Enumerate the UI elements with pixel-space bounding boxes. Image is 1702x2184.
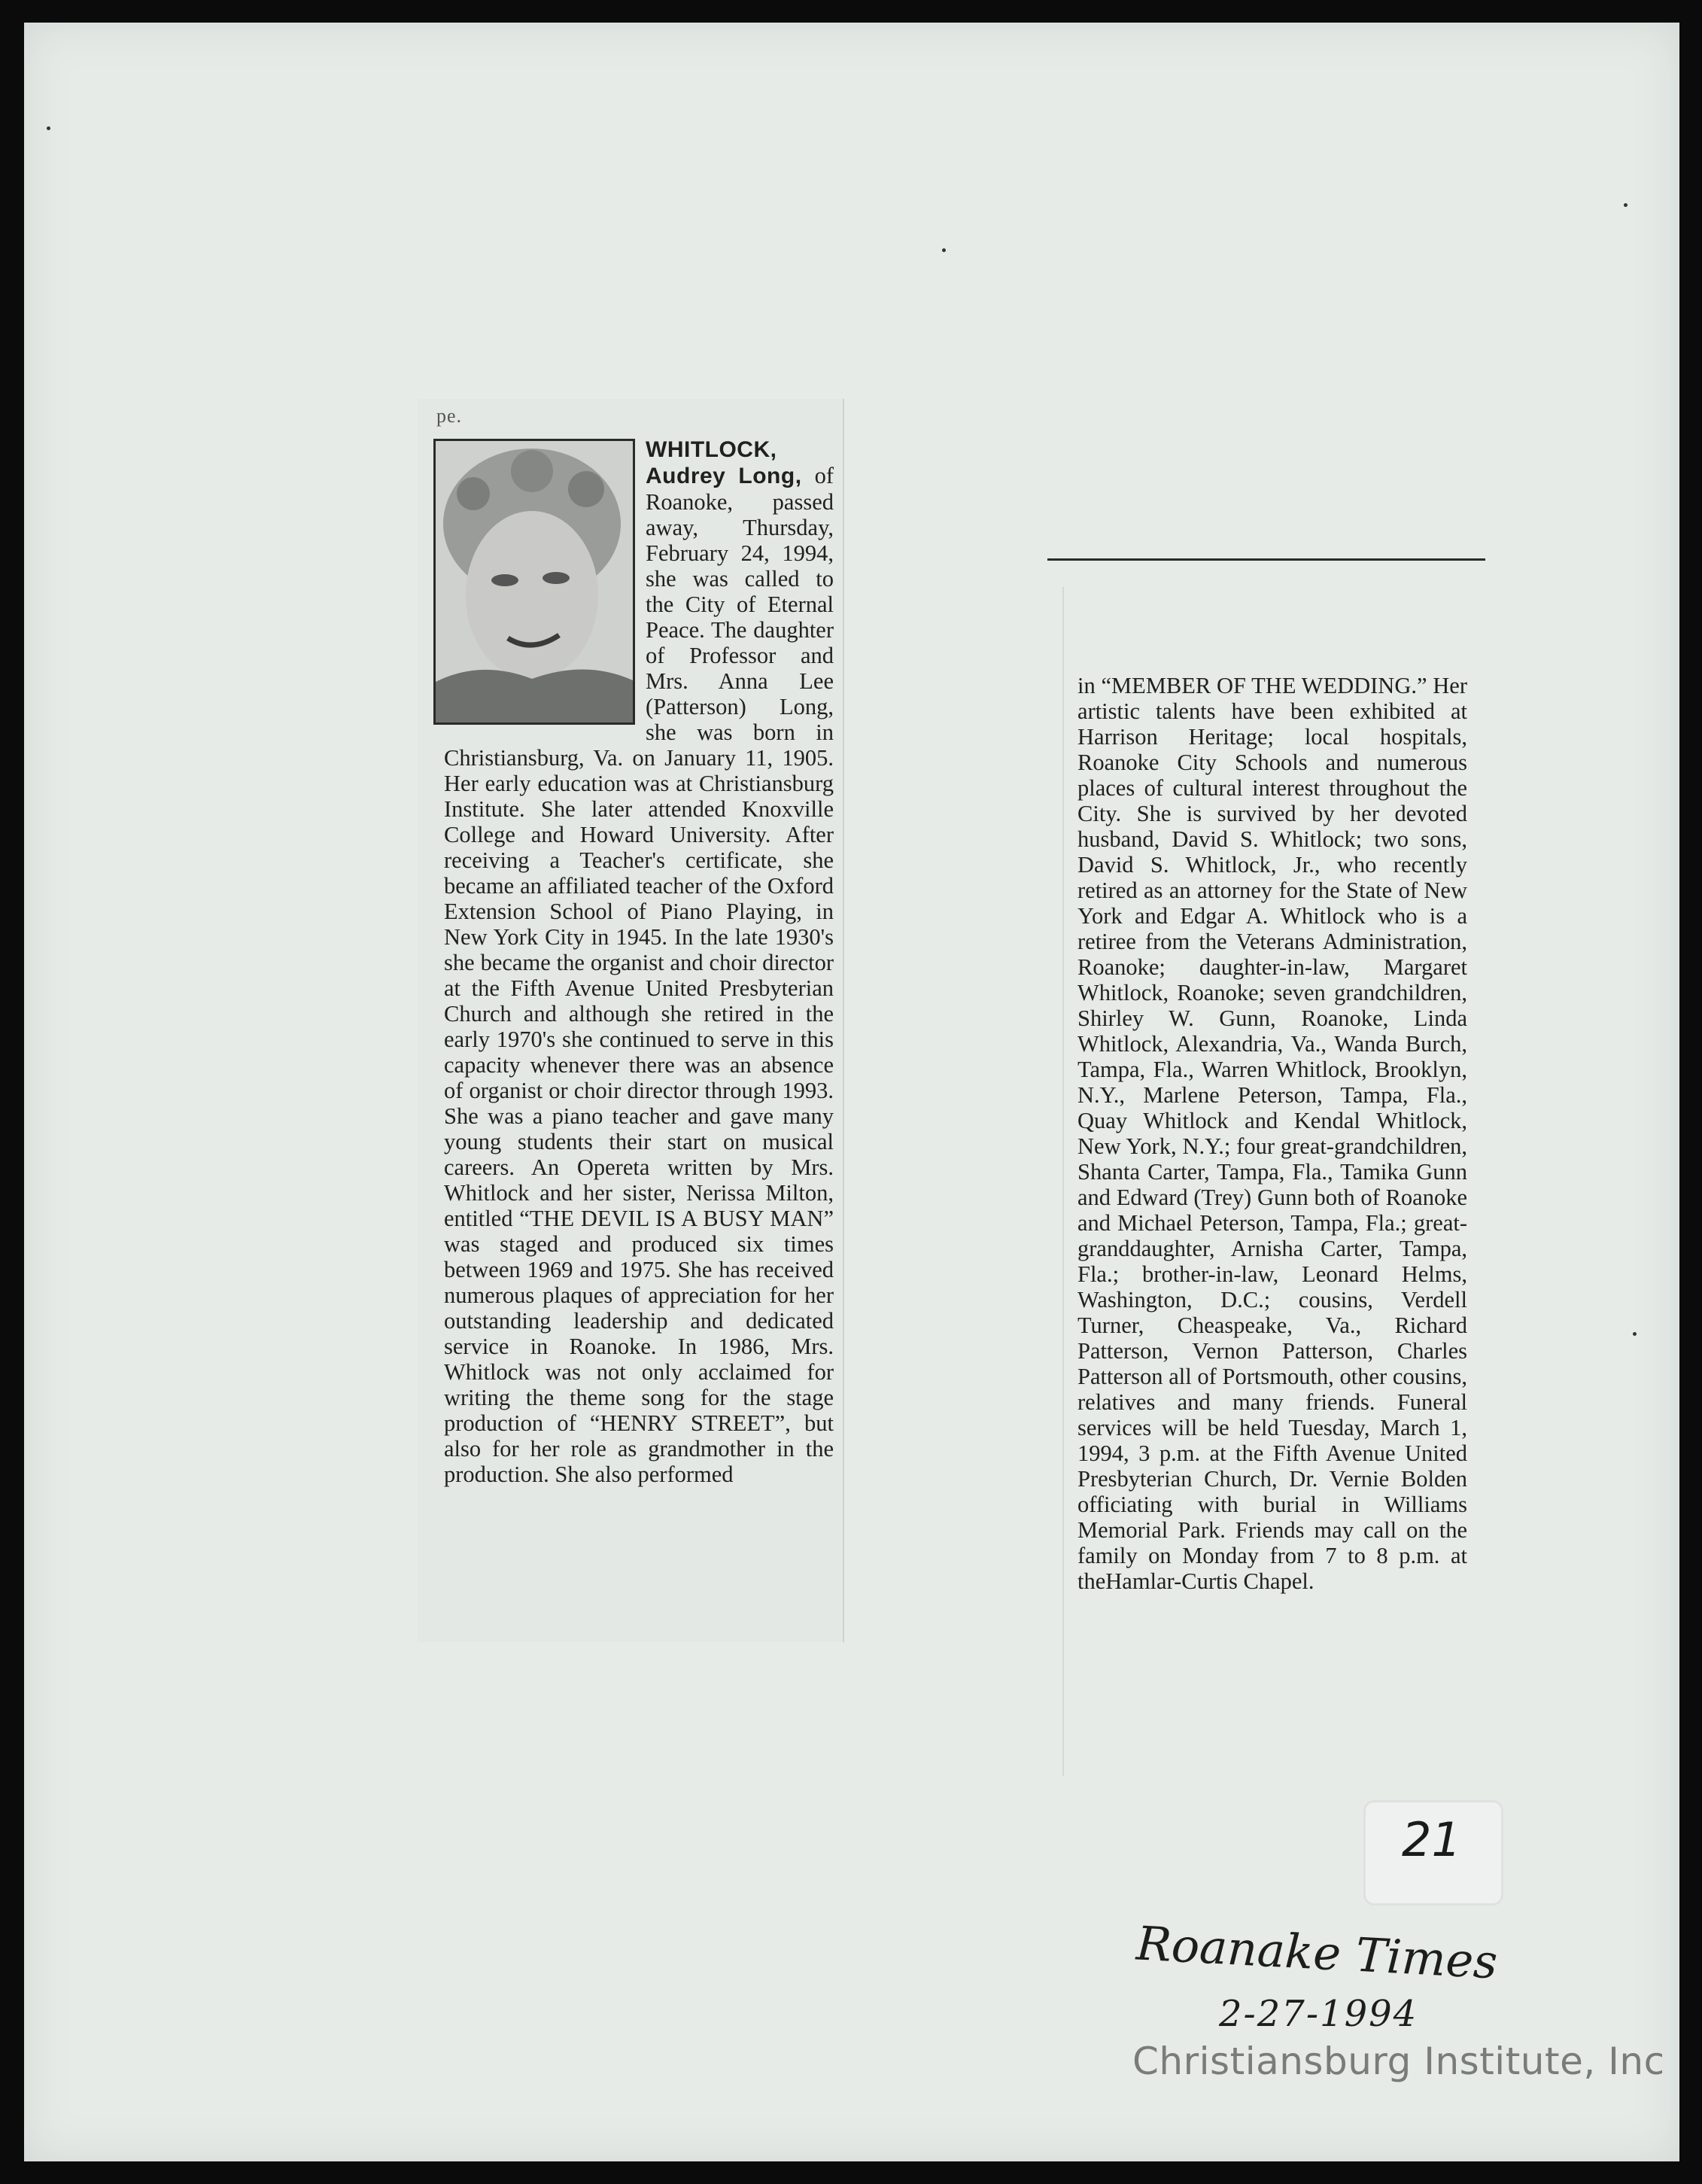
- handwritten-date: 2-27-1994: [1219, 1993, 1418, 2035]
- paper-speck: [1633, 1332, 1637, 1336]
- paper-speck: [1624, 203, 1628, 207]
- obituary-left-text: of Roanoke, passed away, Thursday, February 24, 1994, she was called to the City of Eternal Peace. The daughter of Professor and Mrs. Anna Lee (Patterson) Long, she was born in Christiansburg, Va. on January 11, 1905. Her early education was at Christiansburg Institute. She later attended Knoxville College and Howard University. After receiving a Teacher's certificate, she became an affiliated teacher of the Oxford Extension School of Piano Playing, in New York City in 1945. In the late 1930's she became the organist and choir director at the Fifth Avenue United Presbyterian Church and although she retired in the early 1970's she continued to serve in this capacity whenever there was an absence of organist or choir director through 1993. She was a piano teacher and gave many young students their start on musical careers. An Opereta written by Mrs. Whitlock and her sister, Nerissa Milton, entitled “THE DEVIL IS A BUSY MAN” was staged and produced six times between 1969 and 1975. She has received numerous plaques of appreciation for her outstanding leadership and dedicated service in Roanoke. In 1986, Mrs. Whitlock was not only acclaimed for writing the theme song for the stage production of “HENRY STREET”, but also for her role as grandmother in the production. She also performed: [444, 463, 834, 1487]
- obituary-right-column: [1077, 673, 1467, 1594]
- obituary-headline: WHITLOCK, Audrey Long,: [646, 437, 815, 488]
- paper-speck: [942, 248, 946, 252]
- paper-speck: [47, 126, 50, 130]
- obituary-right-text: in “MEMBER OF THE WEDDING.” Her artistic talents have been exhibited at Harrison Heritage; local hospitals, Roanoke City Schools and numerous places of cultural interest throughout the City. She is survived by her devoted husband, David S. Whitlock; two sons, David S. Whitlock, Jr., who recently retired as an attorney for the State of New York and Edgar A. Whitlock who is a retiree from the Veterans Administration, Roanoke; daughter-in-law, Margaret Whitlock, Roanoke; seven grandchildren, Shirley W. Gunn, Roanoke, Linda Whitlock, Alexandria, Va., Wanda Burch, Tampa, Fla., Warren Whitlock, Brooklyn, N.Y., Marlene Peterson, Tampa, Fla., Quay Whitlock and Kendal Whitlock, New York, N.Y.; four great-grandchildren, Shanta Carter, Tampa, Fla., Tamika Gunn and Edward (Trey) Gunn both of Roanoke and Michael Peterson, Tampa, Fla.; great-granddaughter, Arnisha Carter, Tampa, Fla.; brother-in-law, Leonard Helms, Washington, D.C.; cousins, Verdell Turner, Cheaspeake, Va., Richard Patterson, Vernon Patterson, Charles Patterson all of Portsmouth, other cousins, relatives and many friends. Funeral services will be held Tuesday, March 1, 1994, 3 p.m. at the Fifth Avenue United Presbyterian Church, Dr. Vernie Bolden officiating with burial in Williams Memorial Park. Friends may call on the family on Monday from 7 to 8 p.m. at theHamlar-Curtis Chapel.: [1077, 673, 1467, 1594]
- obituary-left-column: [444, 436, 834, 1487]
- portrait-photo: [433, 439, 635, 725]
- page-number: 21: [1402, 1812, 1461, 1867]
- handwritten-source: Roanake Times: [1135, 1915, 1499, 1990]
- watermark-text: Christiansburg Institute, Inc: [1132, 2040, 1665, 2083]
- column-separator-rule: [1047, 558, 1485, 561]
- clipping-top-fragment: pe.: [436, 405, 463, 427]
- clipping-right-edge: [1062, 587, 1064, 1776]
